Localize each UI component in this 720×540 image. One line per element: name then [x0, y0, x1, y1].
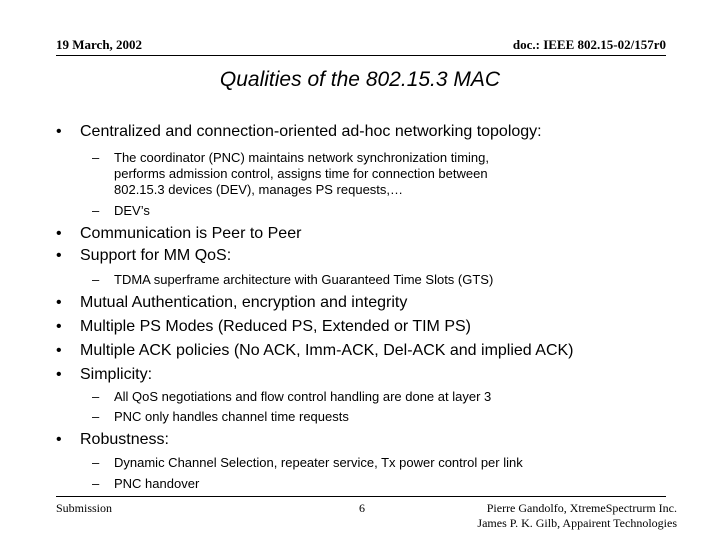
dash-icon: –	[92, 203, 100, 218]
bullet-icon: •	[56, 366, 62, 383]
bullet-icon: •	[56, 225, 62, 242]
sub-bullet-line: 802.15.3 devices (DEV), manages PS requests,…	[114, 182, 404, 197]
header-doc-id: doc.: IEEE 802.15-02/157r0	[512, 37, 666, 52]
sub-bullet-text: Dynamic Channel Selection, repeater service, Tx power control per link	[114, 455, 523, 470]
footer-rule	[56, 496, 666, 497]
footer-author-1: Pierre Gandolfo, XtremeSpectrurm Inc.	[486, 501, 677, 515]
bullet-icon: •	[56, 342, 62, 359]
bullet-text: Multiple ACK policies (No ACK, Imm-ACK, Del-ACK and implied ACK)	[80, 342, 574, 359]
header-date: 19 March, 2002	[56, 37, 143, 52]
slide-title: Qualities of the 802.15.3 MAC	[219, 68, 501, 91]
sub-bullet-line: performs admission control, assigns time for connection between	[114, 166, 488, 181]
bullet-text: Communication is Peer to Peer	[80, 225, 302, 242]
sub-bullet-text: TDMA superframe architecture with Guaranteed Time Slots (GTS)	[114, 272, 494, 287]
sub-bullet-text: PNC only handles channel time requests	[114, 409, 349, 424]
sub-bullet-line: The coordinator (PNC) maintains network synchronization timing,	[114, 150, 489, 165]
sub-bullet-text: PNC handover	[114, 476, 200, 491]
bullet-icon: •	[56, 431, 62, 448]
dash-icon: –	[92, 150, 100, 165]
dash-icon: –	[92, 476, 100, 491]
bullet-text: Support for MM QoS:	[80, 247, 232, 264]
bullet-text: Centralized and connection-oriented ad-hoc networking topology:	[80, 123, 542, 140]
dash-icon: –	[92, 455, 100, 470]
footer-author-2: James P. K. Gilb, Appairent Technologies	[477, 516, 677, 530]
dash-icon: –	[92, 272, 100, 287]
sub-bullet-text: All QoS negotiations and flow control handling are done at layer 3	[114, 389, 492, 404]
bullet-text: Multiple PS Modes (Reduced PS, Extended or TIM PS)	[80, 318, 471, 335]
dash-icon: –	[92, 409, 100, 424]
footer-submission: Submission	[56, 501, 113, 515]
bullet-icon: •	[56, 247, 62, 264]
bullet-icon: •	[56, 318, 62, 335]
bullet-text: Robustness:	[80, 431, 169, 448]
bullet-icon: •	[56, 123, 62, 140]
bullet-text: Mutual Authentication, encryption and integrity	[80, 294, 408, 311]
header-rule	[56, 55, 666, 56]
bullet-text: Simplicity:	[80, 366, 153, 383]
page-number: 6	[359, 501, 365, 515]
sub-bullet-text: DEV’s	[114, 203, 150, 218]
bullet-icon: •	[56, 294, 62, 311]
dash-icon: –	[92, 389, 100, 404]
